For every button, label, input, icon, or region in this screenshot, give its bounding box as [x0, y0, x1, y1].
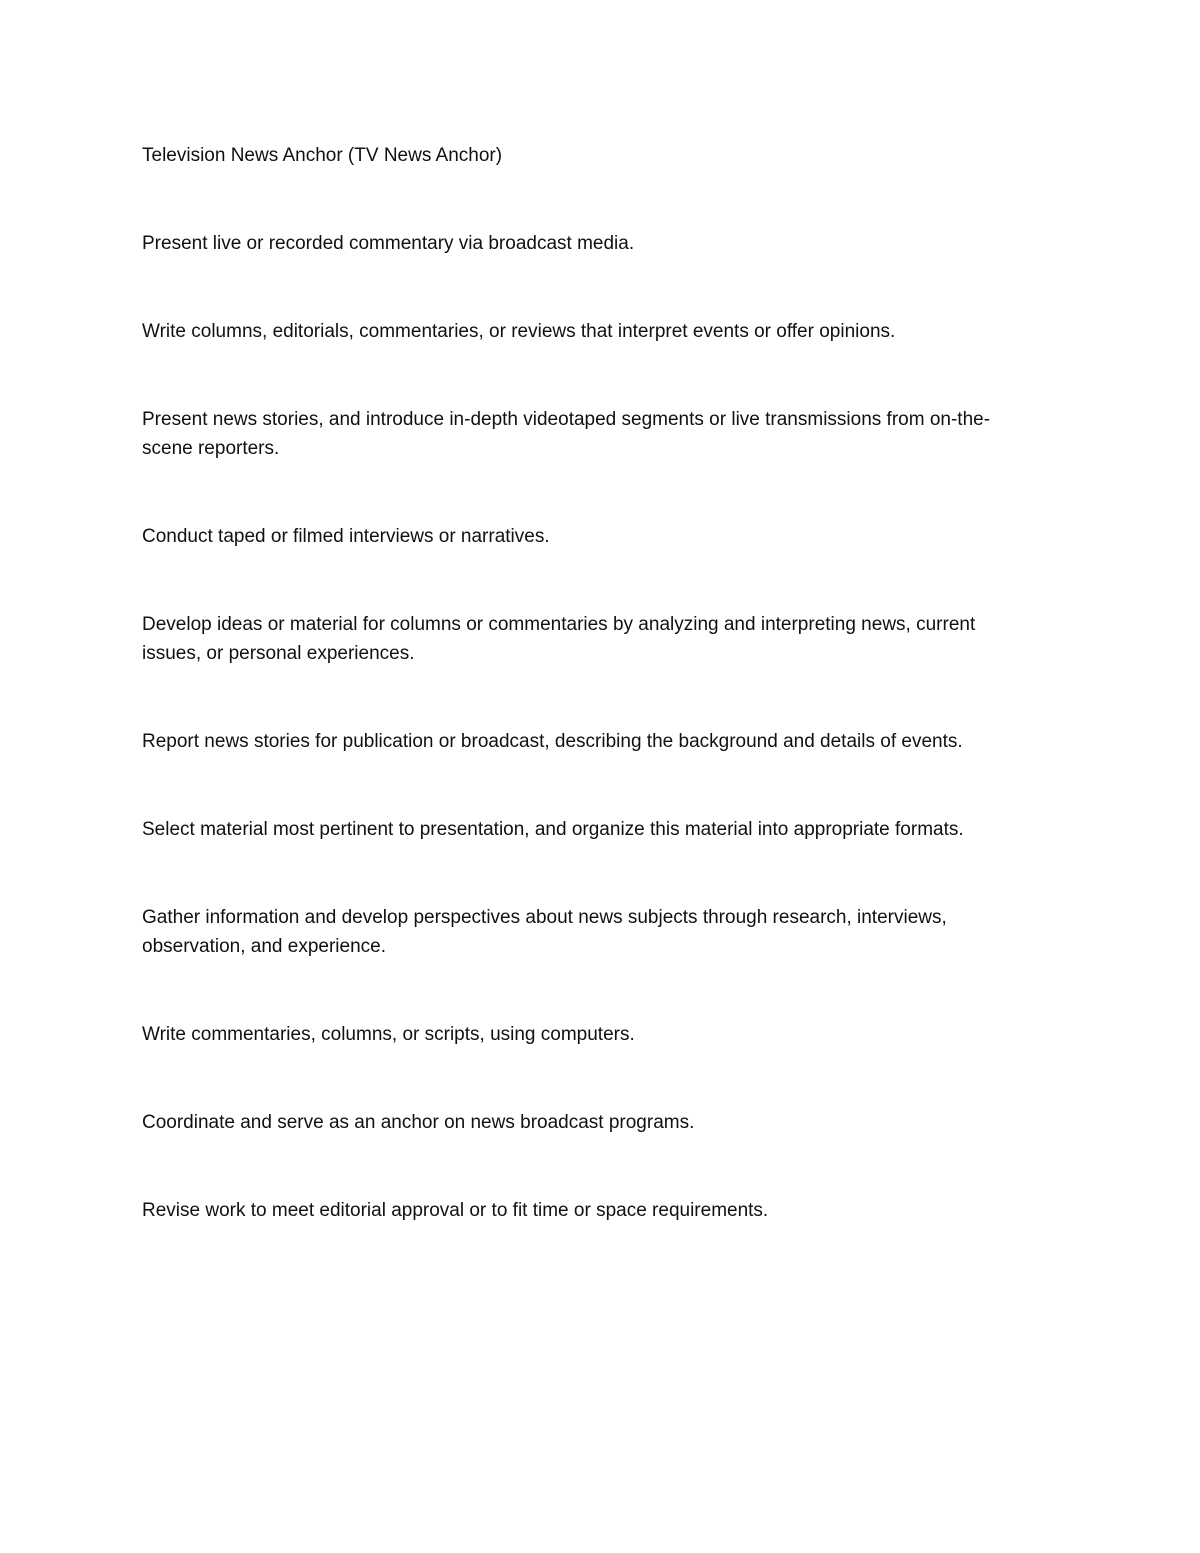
paragraph-line: Present news stories, and introduce in-depth videotaped segments or live transmissions from on-the-	[142, 409, 991, 430]
paragraph-9	[142, 1020, 1042, 1049]
paragraph-2	[142, 317, 1042, 346]
paragraph-line: issues, or personal experiences.	[142, 643, 415, 664]
paragraph-11	[142, 1196, 1042, 1225]
document-title	[142, 141, 1042, 170]
title-text: Television News Anchor (TV News Anchor)	[142, 145, 503, 166]
paragraph-3	[142, 405, 1042, 463]
paragraph-8	[142, 903, 1042, 961]
paragraph-7	[142, 815, 1042, 844]
paragraph-5	[142, 610, 1042, 668]
paragraph-6	[142, 727, 1042, 756]
paragraph-line: observation, and experience.	[142, 936, 386, 957]
paragraph-line: Report news stories for publication or broadcast, describing the background and details of events.	[142, 731, 963, 752]
document-body	[142, 141, 1042, 1284]
paragraph-line: Select material most pertinent to presentation, and organize this material into appropriate formats.	[142, 819, 964, 840]
paragraph-1	[142, 229, 1042, 258]
paragraph-line: Revise work to meet editorial approval or to fit time or space requirements.	[142, 1200, 769, 1221]
paragraph-line: scene reporters.	[142, 438, 280, 459]
paragraph-line: Conduct taped or filmed interviews or narratives.	[142, 526, 550, 547]
paragraph-10	[142, 1108, 1042, 1137]
paragraph-line: Coordinate and serve as an anchor on news broadcast programs.	[142, 1112, 695, 1133]
paragraph-line: Write commentaries, columns, or scripts, using computers.	[142, 1024, 635, 1045]
paragraph-line: Write columns, editorials, commentaries, or reviews that interpret events or offer opinions.	[142, 321, 896, 342]
paragraph-line: Gather information and develop perspectives about news subjects through research, interviews,	[142, 907, 947, 928]
paragraph-line: Develop ideas or material for columns or commentaries by analyzing and interpreting news, current	[142, 614, 976, 635]
paragraph-line: Present live or recorded commentary via broadcast media.	[142, 233, 635, 254]
paragraph-4	[142, 522, 1042, 551]
